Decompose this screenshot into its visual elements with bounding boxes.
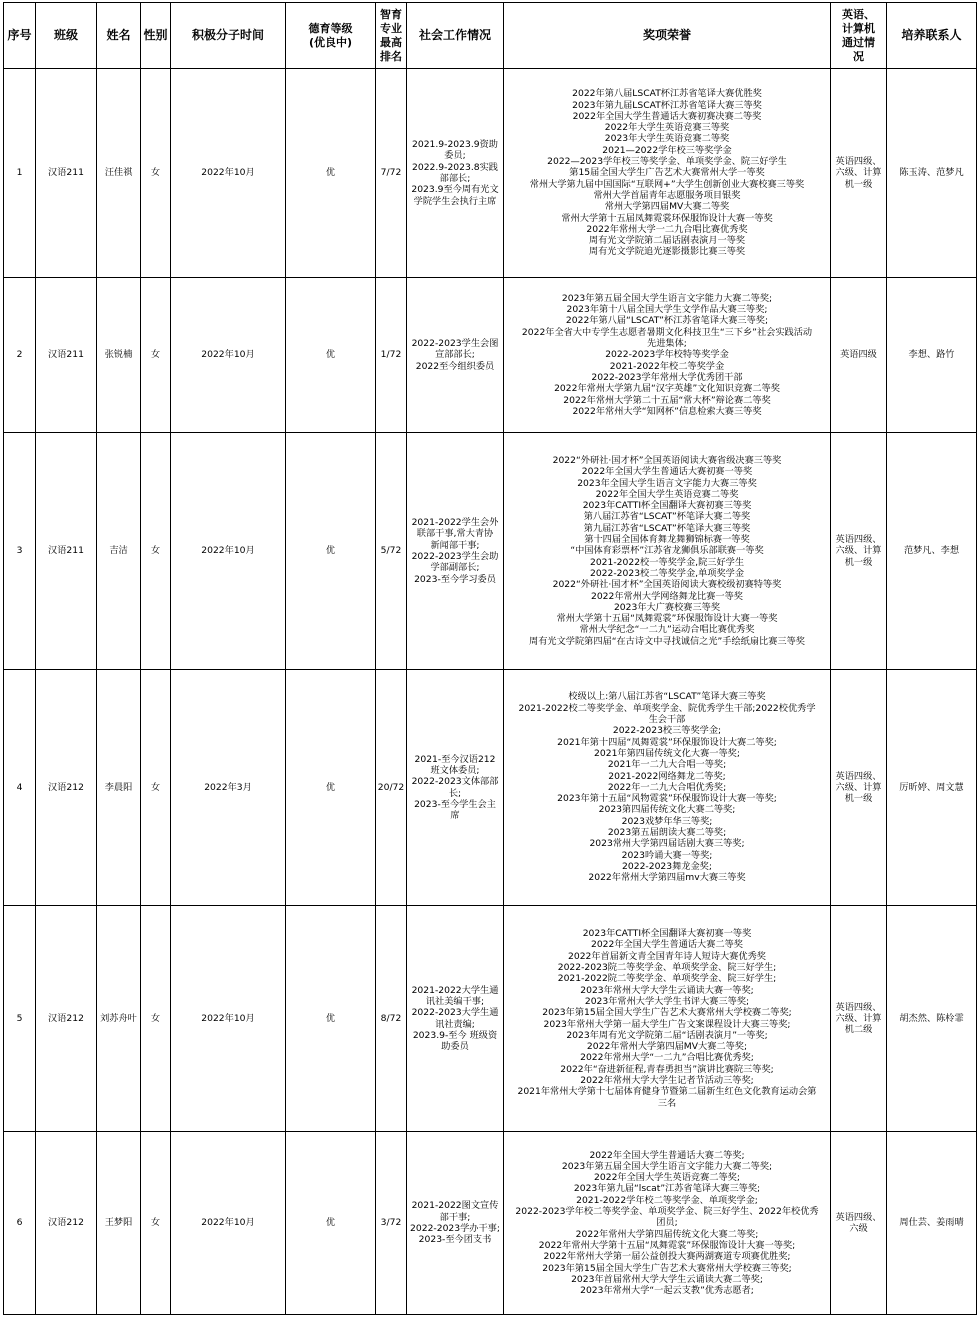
cell-awards-line: 2022年常州大学网络舞龙比赛一等奖 (590, 590, 743, 602)
cell-social-work-line: 联部干事,常大青协 (416, 528, 494, 540)
cell-social-work-line: 2021-至今汉语212 (414, 753, 496, 765)
cell-awards-line: 2022年常州大学“知网杯”信息检索大赛三等奖 (572, 405, 762, 417)
cell-rank: 1/72 (376, 278, 407, 433)
cell-awards-line: 2023年CATTI杯全国翻译大赛初赛三等奖 (582, 500, 752, 512)
cell-awards-line: 2023年常州大学第一届大学生广告文案课程设计大赛三等奖; (543, 1018, 791, 1030)
cell-awards-line: 常州大学第九届中国国际“互联网+”大学生创新创业大赛校赛三等奖 (529, 178, 805, 190)
cell-awards-line: 常州大学首届青年志愿服务项目银奖 (593, 189, 741, 201)
cell-english-line: 机一级 (844, 793, 873, 805)
header-english: 英语、 计算机 通过情 况 (831, 3, 887, 69)
cell-awards-line: 周有光文学院第四届“在古诗文中寻找诚信之光”手绘纸扇比赛三等奖 (529, 635, 805, 647)
cell-english-line: 英语四级、 (835, 1211, 882, 1223)
cell-english-line: 六级、计算 (835, 167, 882, 179)
cell-awards-line: 2022年全国大学生普通话大赛初赛一等奖 (581, 466, 753, 478)
cell-awards-line: 2021—2022学年校三等奖学金 (602, 144, 732, 156)
cell-activist-time: 2022年10月 (171, 1132, 286, 1315)
cell-awards-line: 2023戏梦年华三等奖; (621, 815, 713, 827)
cell-english-line: 六级 (849, 1223, 868, 1234)
cell-name: 汪佳祺 (97, 69, 141, 278)
cell-awards-line: 2022年常州大学第二十五届“常大杯”辩论赛二等奖 (563, 394, 771, 406)
cell-awards-line: 2023吟诵大赛一等奖; (621, 849, 713, 861)
cell-contact: 李想、路竹 (887, 278, 977, 433)
cell-class: 汉语212 (36, 906, 97, 1132)
cell-awards-line: “中国体育彩票杯”江苏省龙狮俱乐部联赛一等奖 (570, 545, 764, 557)
cell-social-work (407, 1132, 504, 1315)
cell-activist-time: 2022年10月 (171, 906, 286, 1132)
cell-moral-grade: 优 (286, 670, 376, 906)
cell-english-line: 六级、计算 (835, 781, 882, 793)
cell-class: 汉语211 (36, 433, 97, 670)
cell-social-work-line: 2022.9-2023.8实践 (412, 161, 498, 173)
cell-awards-line: 2022-2023舞龙金奖; (622, 860, 712, 872)
cell-awards-line: 2023年第五届全国大学生语言文字能力大赛二等奖; (561, 1160, 773, 1172)
cell-awards-line: 2022年全国大学生普通话大赛初赛决赛二等奖 (572, 110, 762, 122)
cell-class: 汉语212 (36, 670, 97, 906)
cell-awards-line: 2022—2023学年校三等奖学金、单项奖学金、院三好学生 (547, 156, 787, 168)
cell-awards-line: 2021-2022学年校二等奖学金、单项奖学金; (576, 1194, 758, 1206)
header-rank: 智育 专业 最高 排名 (376, 3, 407, 69)
cell-awards-line: 常州大学第十五届凤舞霓裳环保服饰设计大赛一等奖 (561, 212, 773, 224)
cell-awards-line: 2022“外研社·国才杯”全国英语阅读大赛省级决赛三等奖 (552, 454, 782, 466)
cell-awards-line: 2023年CATTI杯全国翻译大赛初赛一等奖 (582, 928, 752, 940)
cell-gender: 女 (141, 906, 171, 1132)
cell-awards-line: 2023年大学生英语竞赛二等奖 (604, 133, 730, 145)
cell-name: 刘苏舟叶 (97, 906, 141, 1132)
cell-moral-grade: 优 (286, 433, 376, 670)
cell-moral-grade: 优 (286, 69, 376, 278)
cell-moral-grade: 优 (286, 906, 376, 1132)
cell-contact: 胡杰然、陈柃霏 (887, 906, 977, 1132)
cell-awards (504, 670, 831, 906)
cell-awards-line: 2023年第九届LSCAT杯江苏省笔译大赛三等奖 (572, 99, 762, 111)
cell-awards-line: 2021-2022网络舞龙二等奖; (608, 770, 726, 782)
header-gender: 性别 (141, 3, 171, 69)
cell-awards-line: 常州大学第四届MV大赛二等奖 (604, 201, 730, 213)
cell-awards-line: 2023年第15届全国大学生广告艺术大赛常州大学校赛三等奖; (542, 1262, 792, 1274)
header-contact: 培养联系人 (887, 3, 977, 69)
cell-social-work-line: 2022-2023大学生通 (411, 1007, 499, 1019)
cell-awards-line: 2023年全国大学生语言文字能力大赛三等奖 (577, 477, 757, 489)
cell-gender: 女 (141, 670, 171, 906)
cell-english-line: 英语四级、 (835, 1001, 882, 1013)
header-row (4, 3, 977, 69)
cell-awards (504, 69, 831, 278)
cell-activist-time: 2022年10月 (171, 69, 286, 278)
table-row (4, 433, 977, 670)
cell-english (831, 670, 887, 906)
cell-social-work-line: 2021-2022图文宣传 (411, 1200, 499, 1212)
cell-awards-line: 2023第五届朗读大赛二等奖; (607, 827, 727, 839)
cell-awards-line: 2022年全国大学生英语竞赛二等奖; (594, 1172, 740, 1184)
cell-social-work-line: 讯社美编干事; (425, 995, 485, 1007)
cell-awards-line: 2022年全国大学生普通话大赛二等奖; (589, 1149, 745, 1161)
cell-no: 5 (4, 906, 36, 1132)
cell-social-work (407, 670, 504, 906)
cell-name: 吉洁 (97, 433, 141, 670)
table-row (4, 670, 977, 906)
cell-awards-line: 2022年常州大学第一届公益创投大赛两湖赛道专项赛优胜奖; (543, 1251, 791, 1263)
cell-no: 3 (4, 433, 36, 670)
cell-social-work-line: 2023.9-至今 班级资 (412, 1029, 498, 1041)
cell-social-work-line: 2023-至今学习委员 (414, 573, 496, 585)
cell-no: 1 (4, 69, 36, 278)
cell-awards-line: 2021-2022年校二等奖学金 (609, 360, 725, 372)
cell-awards-line: 2023年首届常州大学大学生云诵读大赛二等奖; (571, 1273, 763, 1285)
cell-awards-line: 2021年一二九大合唱一等奖; (607, 759, 727, 771)
cell-awards-line: 常州大学第十五届“凤舞霓裳”环保服饰设计大赛一等奖 (556, 613, 778, 625)
cell-gender: 女 (141, 278, 171, 433)
cell-social-work-line: 2023.9至今周有光文 (411, 184, 499, 196)
cell-awards-line: 2022-2023校三等奖学金; (612, 725, 722, 737)
cell-awards-line: 2022年全省大中专学生志愿者暑期文化科技卫生“三下乡”社会实践活动 (521, 326, 813, 338)
cell-social-work-line: 2022-2023学办干事; (410, 1223, 500, 1234)
cell-awards-line: 团员; (656, 1217, 678, 1229)
cell-contact: 陈玉涛、范梦凡 (887, 69, 977, 278)
cell-english (831, 906, 887, 1132)
cell-awards-line: 2022年第八届“LSCAT”杯江苏省笔译大赛三等奖; (565, 315, 769, 327)
cell-awards-line: 2022-2023校二等奖学金,单项奖学金 (589, 567, 745, 579)
table-row (4, 906, 977, 1132)
cell-class: 汉语211 (36, 69, 97, 278)
cell-awards-line: 2022年常州大学大学生记者节活动三等奖; (580, 1074, 754, 1086)
cell-awards-line: 2022年全国大学生普通话大赛二等奖 (590, 939, 743, 951)
cell-no: 4 (4, 670, 36, 906)
cell-english-line: 英语四级、 (835, 156, 882, 168)
cell-awards-line: 2023年周有光文学院第二届“话剧表演月”一等奖; (566, 1029, 768, 1041)
cell-social-work-line: 2021-2022学生会外 (411, 517, 499, 529)
cell-social-work-line: 2022-2023学生会助 (411, 551, 499, 562)
cell-awards-line: 2023年第五届全国大学生语言文字能力大赛二等奖; (561, 292, 773, 304)
cell-social-work (407, 433, 504, 670)
cell-english-line: 机一级 (844, 556, 873, 568)
cell-moral-grade: 优 (286, 1132, 376, 1315)
cell-english-line: 英语四级、 (835, 534, 882, 546)
cell-gender: 女 (141, 1132, 171, 1315)
cell-awards-line: 2023年大广赛校赛三等奖 (613, 601, 721, 613)
cell-awards (504, 278, 831, 433)
cell-awards-line: 2022年首届新文青全国青年诗人短诗大赛优秀奖 (568, 950, 766, 962)
cell-awards-line: 2023年常州大学大学生书评大赛三等奖; (584, 995, 750, 1007)
cell-english (831, 278, 887, 433)
header-social-work: 社会工作情况 (407, 3, 504, 69)
cell-activist-time: 2022年3月 (171, 670, 286, 906)
cell-english-line: 六级、计算 (835, 545, 882, 557)
cell-social-work-line: 新闻部干事; (430, 539, 480, 551)
cell-english-line: 六级、计算 (835, 1012, 882, 1024)
cell-english-line: 机二级 (844, 1024, 873, 1036)
table-row (4, 1132, 977, 1315)
cell-awards-line: 2023第四届传统文化大赛二等奖; (598, 804, 736, 816)
table-row (4, 69, 977, 278)
cell-awards-line: 2022-2023学年校二等奖学金、单项奖学金、院三好学生、2022年校优秀 (515, 1206, 819, 1218)
cell-rank: 5/72 (376, 433, 407, 670)
cell-social-work-line: 2022至今组织委员 (415, 360, 495, 372)
cell-english (831, 1132, 887, 1315)
cell-awards-line: 2022年常州大学第四届传统文化大赛二等奖; (575, 1228, 759, 1240)
cell-social-work-line: 部部长; (439, 173, 471, 184)
cell-activist-time: 2022年10月 (171, 278, 286, 433)
cell-awards-line: 2021-2022院二等奖学金、单项奖学金、院三好学生; (557, 973, 777, 985)
cell-activist-time: 2022年10月 (171, 433, 286, 670)
cell-awards-line: 2023常州大学第四届话剧大赛三等奖; (589, 838, 745, 850)
cell-awards-line: 2023年第十八届全国大学生文学作品大赛三等奖; (566, 304, 768, 316)
candidate-table (3, 2, 977, 1315)
cell-social-work-line: 2023-至今学生会主 (414, 798, 496, 810)
cell-moral-grade: 优 (286, 278, 376, 433)
cell-name: 张锐楠 (97, 278, 141, 433)
cell-awards-line: 2022年大学生英语竞赛三等奖 (604, 122, 730, 134)
cell-awards-line: 第十四届全国体育舞龙舞狮锦标赛一等奖 (584, 534, 750, 546)
cell-social-work-line: 2023-至今团支书 (418, 1234, 492, 1246)
cell-rank: 20/72 (376, 670, 407, 906)
cell-no: 2 (4, 278, 36, 433)
cell-contact: 周仕芸、姜雨晴 (887, 1132, 977, 1315)
cell-awards-line: 2022年常州大学第十五届“凤舞霓裳”环保服饰设计大赛一等奖; (538, 1239, 796, 1251)
header-awards: 奖项荣誉 (504, 3, 831, 69)
cell-awards-line: 2022-2023学年校特等奖学金 (605, 349, 729, 361)
cell-class: 汉语211 (36, 278, 97, 433)
cell-social-work-line: 班文体委员; (430, 764, 480, 776)
cell-social-work-line: 2022-2023学生会图 (411, 338, 499, 350)
cell-english-line: 机一级 (844, 178, 873, 190)
cell-english-line: 英语四级、 (835, 770, 882, 782)
cell-awards-line: 周有光文学院追光逐影摄影比赛三等奖 (588, 246, 746, 258)
cell-awards-line: 先进集体; (647, 338, 687, 350)
cell-awards (504, 1132, 831, 1315)
cell-gender: 女 (141, 69, 171, 278)
cell-social-work-line: 学院学生会执行主席 (413, 195, 497, 207)
cell-awards-line: 第九届江苏省“LSCAT”杯笔译大赛三等奖 (583, 522, 751, 534)
cell-social-work-line: 讯社责编; (435, 1018, 475, 1030)
header-moral-grade: 德育等级 (优良中) (286, 3, 376, 69)
cell-awards-line: 2022-2023学年常州大学优秀团干部 (591, 371, 743, 383)
cell-awards-line: 2023年常州大学“一起云支教”优秀志愿者; (580, 1285, 754, 1297)
cell-social-work (407, 278, 504, 433)
cell-social-work (407, 906, 504, 1132)
cell-social-work-line: 2021.9-2023.9资助 (412, 139, 498, 151)
cell-awards-line: 2022年一二九大合唱优秀奖; (607, 781, 727, 793)
cell-social-work-line: 席 (450, 810, 460, 822)
cell-awards-line: 2021年第十四届“凤舞霓裳”环保服饰设计大赛二等奖; (557, 736, 777, 748)
cell-contact: 范梦凡、李想 (887, 433, 977, 670)
cell-social-work-line: 委员; (444, 150, 466, 162)
cell-awards-line: 2022年常州大学“一二九”合唱比赛优秀奖; (580, 1052, 754, 1064)
cell-social-work (407, 69, 504, 278)
cell-awards-line: 2021年常州大学第十七届体育健身节暨第二届新生红色文化教育运动会第 (517, 1086, 817, 1098)
cell-awards-line: 2022年常州大学第四届MV大赛二等奖; (586, 1041, 748, 1053)
cell-social-work-line: 宣部部长; (435, 349, 475, 361)
cell-english (831, 433, 887, 670)
cell-awards-line: 2023年第九届“lscat”江苏省笔译大赛三等奖; (573, 1183, 761, 1195)
cell-awards-line: 2022年常州大学第四届mv大赛三等奖 (588, 872, 746, 884)
cell-social-work-line: 2021-2022大学生通 (411, 984, 499, 996)
cell-awards-line: 2022年常州大学第九届“汉字英雄”文化知识竞赛二等奖 (554, 383, 780, 395)
cell-awards (504, 906, 831, 1132)
cell-rank: 8/72 (376, 906, 407, 1132)
cell-awards-line: 2023年第15届全国大学生广告艺术大赛常州大学校赛二等奖; (542, 1007, 792, 1019)
table-row (4, 278, 977, 433)
cell-awards-line: 2022年“奋进新征程,青春勇担当”演讲比赛院三等奖; (560, 1063, 774, 1075)
cell-social-work-line: 助委员 (441, 1041, 469, 1053)
cell-social-work-line: 部干事; (439, 1211, 471, 1223)
cell-awards (504, 433, 831, 670)
cell-awards-line: 2021年第四届传统文化大赛一等奖; (594, 747, 740, 759)
cell-awards-line: 2021-2022校一等奖学金,院三好学生 (589, 556, 745, 568)
cell-name: 王梦阳 (97, 1132, 141, 1315)
cell-awards-line: 2022“外研社·国才杯”全国英语阅读大赛校级初赛特等奖 (552, 579, 782, 591)
header-name: 姓名 (97, 3, 141, 69)
cell-awards-line: 校级以上:第八届江苏省“LSCAT”笔译大赛三等奖 (568, 691, 766, 703)
cell-name: 李晨阳 (97, 670, 141, 906)
cell-awards-line: 2022年全国大学生英语竞赛二等奖 (595, 488, 739, 500)
cell-awards-line: 2022年第八届LSCAT杯江苏省笔译大赛优胜奖 (572, 88, 762, 100)
cell-awards-line: 常州大学纪念“一二九”运动合唱比赛优秀奖 (579, 624, 755, 636)
cell-awards-line: 2023年第十五届“风物霓裳”环保服饰设计大赛一等奖; (557, 793, 777, 805)
cell-awards-line: 周有光文学院第二届话剧表演月一等奖 (588, 235, 746, 247)
cell-awards-line: 2021-2022校二等奖学金、单项奖学金、院优秀学生干部;2022校优秀学 (518, 702, 816, 714)
cell-rank: 3/72 (376, 1132, 407, 1315)
cell-social-work-line: 长; (448, 787, 462, 799)
cell-awards-line: 第15届全国大学生广告艺术大赛常州大学一等奖 (569, 167, 765, 179)
cell-awards-line: 2022年常州大学一二九合唱比赛优秀奖 (586, 223, 748, 235)
cell-no: 6 (4, 1132, 36, 1315)
cell-rank: 7/72 (376, 69, 407, 278)
cell-awards-line: 2023年常州大学大学生云诵读大赛一等奖; (580, 984, 754, 996)
cell-social-work-line: 学部副部长; (430, 562, 480, 574)
header-activist-time: 积极分子时间 (171, 3, 286, 69)
header-class: 班级 (36, 3, 97, 69)
cell-awards-line: 生会干部 (648, 714, 686, 726)
cell-awards-line: 2022-2023院二等奖学金、单项奖学金、院三好学生; (557, 962, 777, 974)
header-no: 序号 (4, 3, 36, 69)
cell-social-work-line: 2022-2023文体部部 (411, 776, 499, 788)
cell-awards-line: 第八届江苏省“LSCAT”杯笔译大赛二等奖 (583, 511, 751, 523)
cell-awards-line: 三名 (657, 1097, 677, 1109)
cell-english-line: 英语四级 (840, 349, 877, 361)
cell-english (831, 69, 887, 278)
cell-gender: 女 (141, 433, 171, 670)
cell-contact: 厉昕婷、周文慧 (887, 670, 977, 906)
cell-class: 汉语212 (36, 1132, 97, 1315)
